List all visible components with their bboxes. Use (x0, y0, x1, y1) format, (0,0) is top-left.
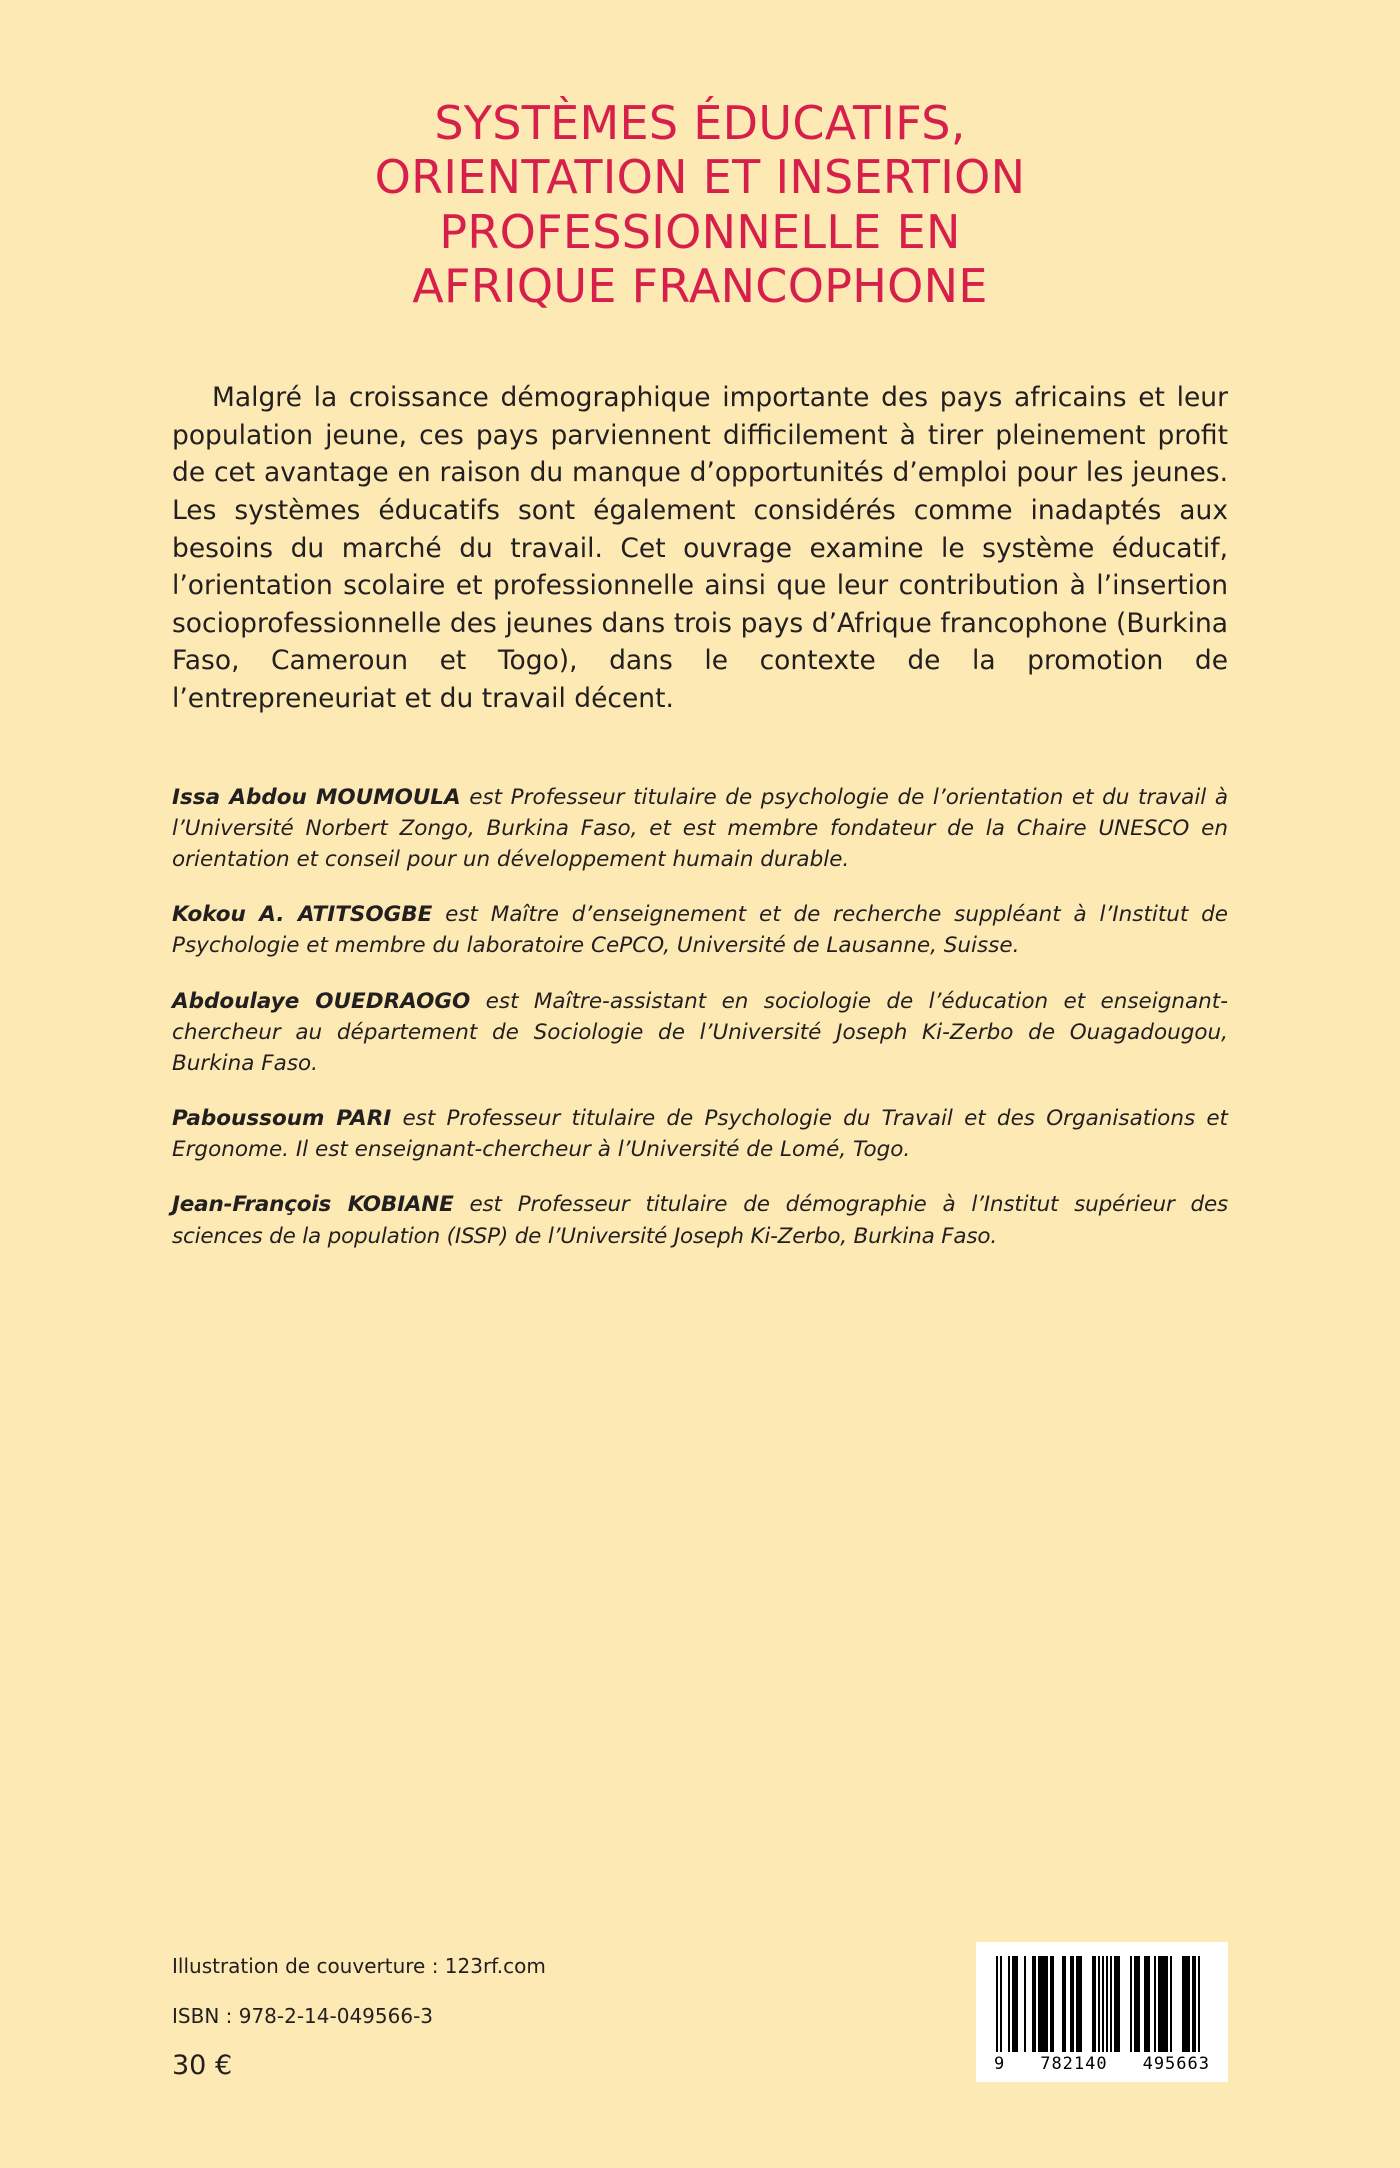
cover-credit: Illustration de couverture : 123rf.com (172, 1953, 546, 1978)
author-bio-text: est Professeur titulaire de psychologie de l’orientation et du travail à l’Université Norbert Zongo, Burkina Faso, et est membre fondateur de la Chaire UNESCO en orientation et conseil pour un développement humain durable. (172, 784, 1229, 873)
barcode-lead-digit: 9 (994, 2054, 1006, 2074)
barcode-left-group: 782140 (1040, 2054, 1108, 2074)
title-line-1: SYSTÈMES ÉDUCATIFS, (434, 96, 966, 150)
author-bio (172, 1189, 1228, 1251)
author-name: Kokou A. ATITSOGBE (172, 902, 433, 928)
author-bio (172, 986, 1228, 1080)
author-name: Paboussoum PARI (172, 1106, 392, 1132)
book-description: Malgré la croissance démographique importante des pays africains et leur population jeune, ces pays parviennent difficilement à tirer pleinement profit de cet avantage en raison du manque d’opportunités d’emploi pour les jeunes. Les systèmes éducatifs sont également considérés comme inadaptés aux besoins du marché du travail. Cet ouvrage examine le système éducatif, l’orientation scolaire et professionnelle ainsi que leur contribution à l’insertion socioprofessionnelle des jeunes dans trois pays d’Afrique francophone (Burkina Faso, Cameroun et Togo), dans le contexte de la promotion de l’entrepreneuriat et du travail décent. (172, 382, 1228, 715)
isbn: ISBN : 978-2-14-049566-3 (172, 2003, 434, 2028)
author-name: Abdoulaye OUEDRAOGO (172, 988, 471, 1014)
barcode-digits (992, 2054, 1212, 2074)
author-bio-text: est Maître-assistant en sociologie de l’éducation et enseignant-chercheur au département de Sociologie de l’Université Joseph Ki-Zerbo de Ouagadougou, Burkina Faso. (172, 988, 1228, 1076)
author-bios (172, 718, 1228, 1252)
author-bio-text: est Professeur titulaire de démographie à l’Institut supérieur des sciences de la population (ISSP) de l’Université Joseph Ki-Zerbo, Burkina Faso. (172, 1192, 1228, 1249)
title-line-3: PROFESSIONNELLE EN (439, 204, 961, 259)
page-title (172, 0, 1228, 313)
title-line-4: AFRIQUE FRANCOPHONE (412, 258, 988, 313)
barcode-bars (996, 1956, 1208, 2052)
footer-info (172, 1954, 546, 2082)
author-name: Jean-François KOBIANE (172, 1192, 454, 1218)
price: 30 € (172, 2049, 233, 2081)
author-bio (172, 899, 1228, 961)
author-bio (172, 782, 1228, 876)
title-line-2: ORIENTATION ET INSERTION (374, 150, 1026, 205)
barcode (976, 1942, 1228, 2082)
author-bio (172, 1103, 1228, 1165)
author-name: Issa Abdou MOUMOULA (172, 784, 461, 810)
barcode-right-group: 495663 (1142, 2054, 1210, 2074)
author-bio-text: est Maître d’enseignement et de recherche suppléant à l’Institut de Psychologie et membre du laboratoire CePCO, Université de Lausanne, Suisse. (172, 902, 1228, 959)
author-bio-text: est Professeur titulaire de Psychologie du Travail et des Organisations et Ergonome. Il est enseignant-chercheur à l’Université de Lomé, Togo. (172, 1106, 1228, 1163)
cover-footer (172, 1942, 1228, 2082)
